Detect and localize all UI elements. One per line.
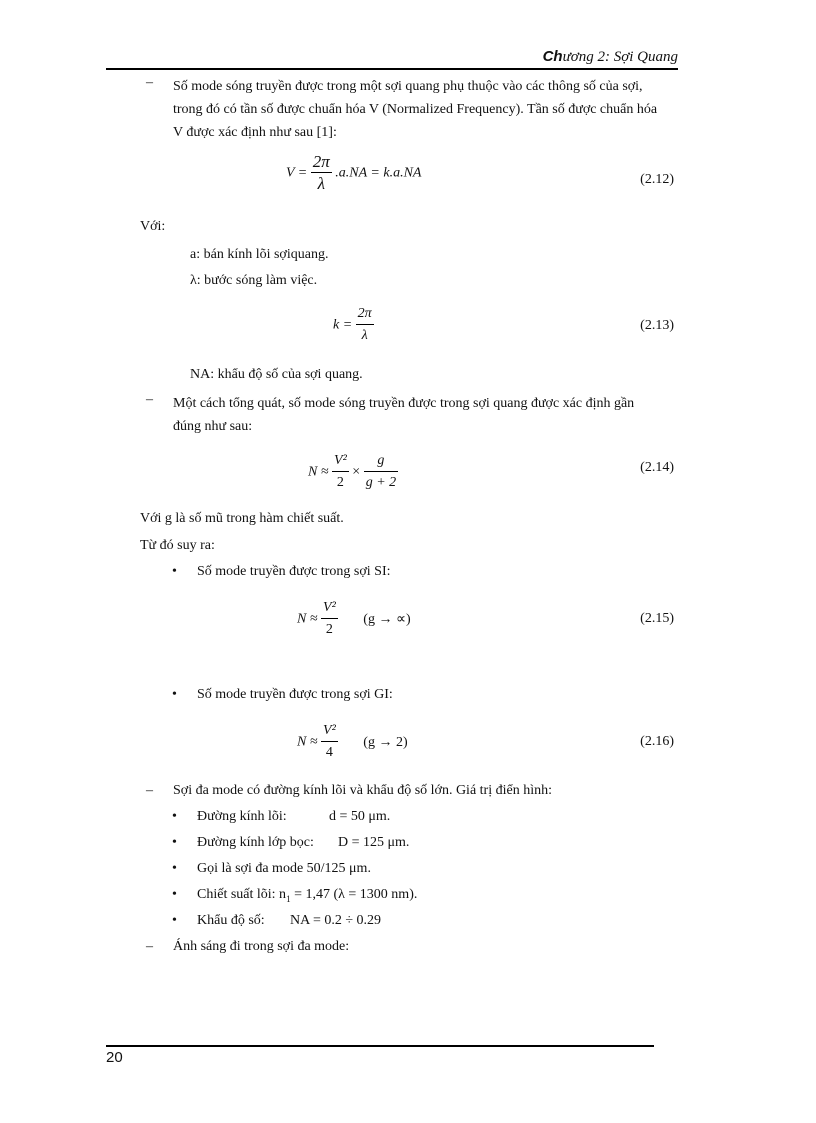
- eq-2-14-lhs: N ≈: [308, 464, 329, 480]
- eq-2-14-numerator-2: g: [364, 451, 398, 472]
- spec-item: [172, 913, 652, 939]
- equation-2-12: [286, 152, 421, 195]
- paragraph-1-line-1: Số mode sóng truyền được trong một sợi quang phụ thuộc vào các thông số của sợi,: [173, 79, 643, 94]
- eq-2-15-numerator: V²: [321, 598, 338, 619]
- eq-2-14-numerator-1: V²: [332, 451, 349, 472]
- spec-label: Khẩu độ số:: [197, 913, 265, 928]
- eq-2-12-rhs: .a.NA = k.a.NA: [335, 165, 422, 181]
- spec-value: D = 125 μm.: [338, 835, 410, 850]
- definition-a: a: bán kính lõi sợiquang.: [190, 247, 329, 262]
- eq-2-16-denominator: 4: [325, 745, 333, 760]
- eq-2-13-fraction: [356, 304, 374, 347]
- chapter-header-bold: Ch: [542, 48, 563, 65]
- paragraph-1-line-2: trong đó có tần số được chuẩn hóa V (Normalized Frequency). Tần số được chuẩn hóa: [173, 102, 658, 117]
- spec-item: [172, 809, 652, 835]
- eq-2-16-number: (2.16): [640, 734, 674, 749]
- spec-label: Đường kính lõi:: [197, 809, 287, 824]
- eq-2-12-fraction: [311, 152, 332, 195]
- dash-bullet: –: [146, 75, 153, 90]
- paragraph-2-line-2: đúng như sau:: [173, 419, 253, 434]
- paragraph-1-line-3: V được xác định như sau [1]:: [173, 125, 337, 140]
- bullet-icon: •: [172, 861, 177, 876]
- chapter-header-rest: ương 2: Sợi Quang: [562, 49, 678, 65]
- footer-rule: [106, 1045, 654, 1047]
- paragraph-2: [173, 392, 678, 438]
- spec-item: [172, 835, 652, 861]
- bullet-icon: •: [172, 913, 177, 928]
- spec-value: d = 50 μm.: [329, 809, 391, 824]
- dash-bullet: –: [146, 939, 153, 954]
- eq-2-14-times: ×: [352, 464, 361, 480]
- spec-item: [172, 887, 652, 913]
- equation-2-15: [297, 598, 411, 641]
- eq-2-12-denominator: λ: [317, 174, 325, 193]
- bullet-si-text: Số mode truyền được trong sợi SI:: [197, 564, 391, 579]
- spec-list: [172, 809, 652, 939]
- spec-label-with-sub: [197, 887, 417, 904]
- eq-2-15-lhs: N ≈: [297, 611, 318, 627]
- eq-2-12-number: (2.12): [640, 172, 674, 187]
- spec-subscript: 1: [286, 893, 291, 904]
- eq-2-13-number: (2.13): [640, 318, 674, 333]
- page-number: 20: [106, 1049, 123, 1066]
- voi-label: Với:: [140, 219, 166, 234]
- spec-label: Chiết suất lõi: n: [197, 887, 287, 902]
- definition-na: NA: khẩu độ số của sợi quang.: [190, 367, 363, 382]
- eq-2-16-lhs: N ≈: [297, 734, 318, 750]
- equation-2-14: [308, 451, 398, 494]
- header-rule: [106, 68, 678, 70]
- spec-label: Đường kính lớp bọc:: [197, 835, 314, 850]
- paragraph-3: Sợi đa mode có đường kính lõi và khẩu độ số lớn. Giá trị điển hình:: [173, 783, 552, 798]
- eq-2-15-fraction: [321, 598, 338, 641]
- spec-value: NA = 0.2 ÷ 0.29: [290, 913, 382, 928]
- eq-2-14-number: (2.14): [640, 460, 674, 475]
- eq-2-12-numerator: 2π: [312, 152, 330, 171]
- eq-2-14-fraction-2: [364, 451, 398, 494]
- bullet-icon: •: [172, 809, 177, 824]
- bullet-icon: •: [172, 564, 177, 579]
- dash-bullet: –: [146, 783, 153, 798]
- eq-2-13-denominator: λ: [361, 328, 368, 343]
- eq-2-13-lhs: k =: [333, 317, 353, 333]
- paragraph-4: Ánh sáng đi trong sợi đa mode:: [173, 939, 350, 954]
- eq-2-16-fraction: [321, 721, 338, 764]
- eq-2-12-lhs: V =: [286, 165, 308, 181]
- eq-2-15-number: (2.15): [640, 611, 674, 626]
- bullet-gi-text: Số mode truyền được trong sợi GI:: [197, 687, 393, 702]
- paragraph-2-line-1: Một cách tổng quát, số mode sóng truyền được trong sợi quang được xác định gần: [173, 396, 635, 411]
- chapter-header: [543, 48, 678, 66]
- eq-2-15-denominator: 2: [325, 622, 333, 637]
- bullet-icon: •: [172, 887, 177, 902]
- dash-bullet: –: [146, 392, 153, 407]
- eq-2-15-condition: (g → ∝): [363, 611, 411, 627]
- paragraph-1: [173, 75, 678, 144]
- tu-do-text: Từ đó suy ra:: [140, 538, 215, 553]
- definition-lambda: λ: bước sóng làm việc.: [190, 273, 318, 288]
- bullet-icon: •: [172, 687, 177, 702]
- spec-value: = 1,47 (λ = 1300 nm).: [290, 887, 418, 902]
- eq-2-14-denominator-1: 2: [336, 475, 344, 490]
- spec-item: [172, 861, 652, 887]
- eq-2-16-condition: (g → 2): [363, 734, 408, 750]
- equation-2-16: [297, 721, 408, 764]
- eq-2-14-denominator-2: g + 2: [365, 475, 397, 490]
- eq-2-16-numerator: V²: [321, 721, 338, 742]
- voi-g-text: Với g là số mũ trong hàm chiết suất.: [140, 511, 344, 526]
- bullet-icon: •: [172, 835, 177, 850]
- equation-2-13: [333, 304, 374, 347]
- eq-2-14-fraction-1: [332, 451, 349, 494]
- eq-2-13-numerator: 2π: [356, 304, 374, 325]
- spec-label: Gọi là sợi đa mode 50/125 μm.: [197, 861, 371, 876]
